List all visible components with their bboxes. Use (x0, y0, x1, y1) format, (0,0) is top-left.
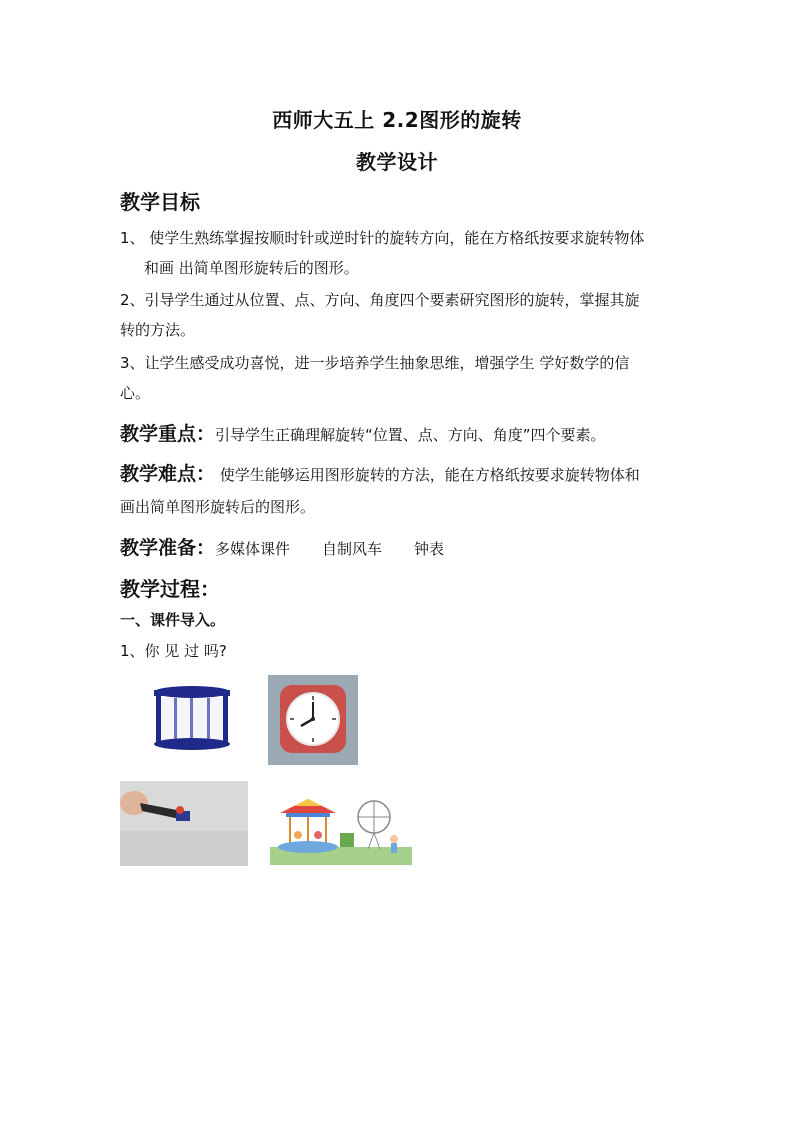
carousel-illustration (270, 795, 412, 865)
document-subtitle: 教学设计 (356, 150, 438, 174)
question-1: 1、你 见 过 吗? (120, 642, 227, 660)
process-heading: 教学过程： (120, 577, 220, 601)
key-point-paragraph (120, 419, 700, 446)
difficulty-paragraph (120, 459, 700, 486)
preparation-paragraph (120, 533, 680, 560)
key-point-label: 教学重点： (120, 423, 216, 445)
prep-item-multimedia: 多媒体课件 (215, 540, 291, 558)
hand-tool-photo (120, 781, 248, 866)
clock-image (268, 675, 358, 765)
difficulty-label: 教学难点： (120, 463, 216, 485)
prep-item-pinwheel: 自制风车 (322, 540, 383, 558)
difficulty-text-line-1: 使学生能够运用图形旋转的方法，能在方格纸按要求旋转物体和 (215, 466, 640, 484)
document-title: 西师大五上 2.2图形的旋转 (272, 108, 522, 132)
prep-item-clock: 钟表 (414, 540, 445, 558)
objective-2-line-1: 2、引导学生通过从位置、点、方向、角度四个要素研究图形的旋转，掌握其旋 (120, 291, 640, 309)
objective-3-line-1: 3、让学生感受成功喜悦，进一步培养学生抽象思维，增强学生 学好数学的信 (120, 354, 630, 372)
key-point-text: 引导学生正确理解旋转“位置、点、方向、角度”四个要素。 (215, 426, 606, 444)
revolving-door-image (152, 684, 232, 752)
objectives-heading: 教学目标 (120, 190, 200, 214)
objective-1-line-1: 1、 使学生熟练掌握按顺时针或逆时针的旋转方向，能在方格纸按要求旋转物体 (120, 229, 645, 247)
preparation-label: 教学准备： (120, 537, 216, 559)
objective-2-line-2: 转的方法。 (120, 321, 196, 339)
objective-3-line-2: 心。 (120, 384, 151, 402)
difficulty-text-line-2: 画出简单图形旋转后的图形。 (120, 498, 316, 516)
section-1-heading: 一、课件导入。 (120, 611, 226, 629)
objective-1-line-2: 和画 出简单图形旋转后的图形。 (144, 259, 359, 277)
